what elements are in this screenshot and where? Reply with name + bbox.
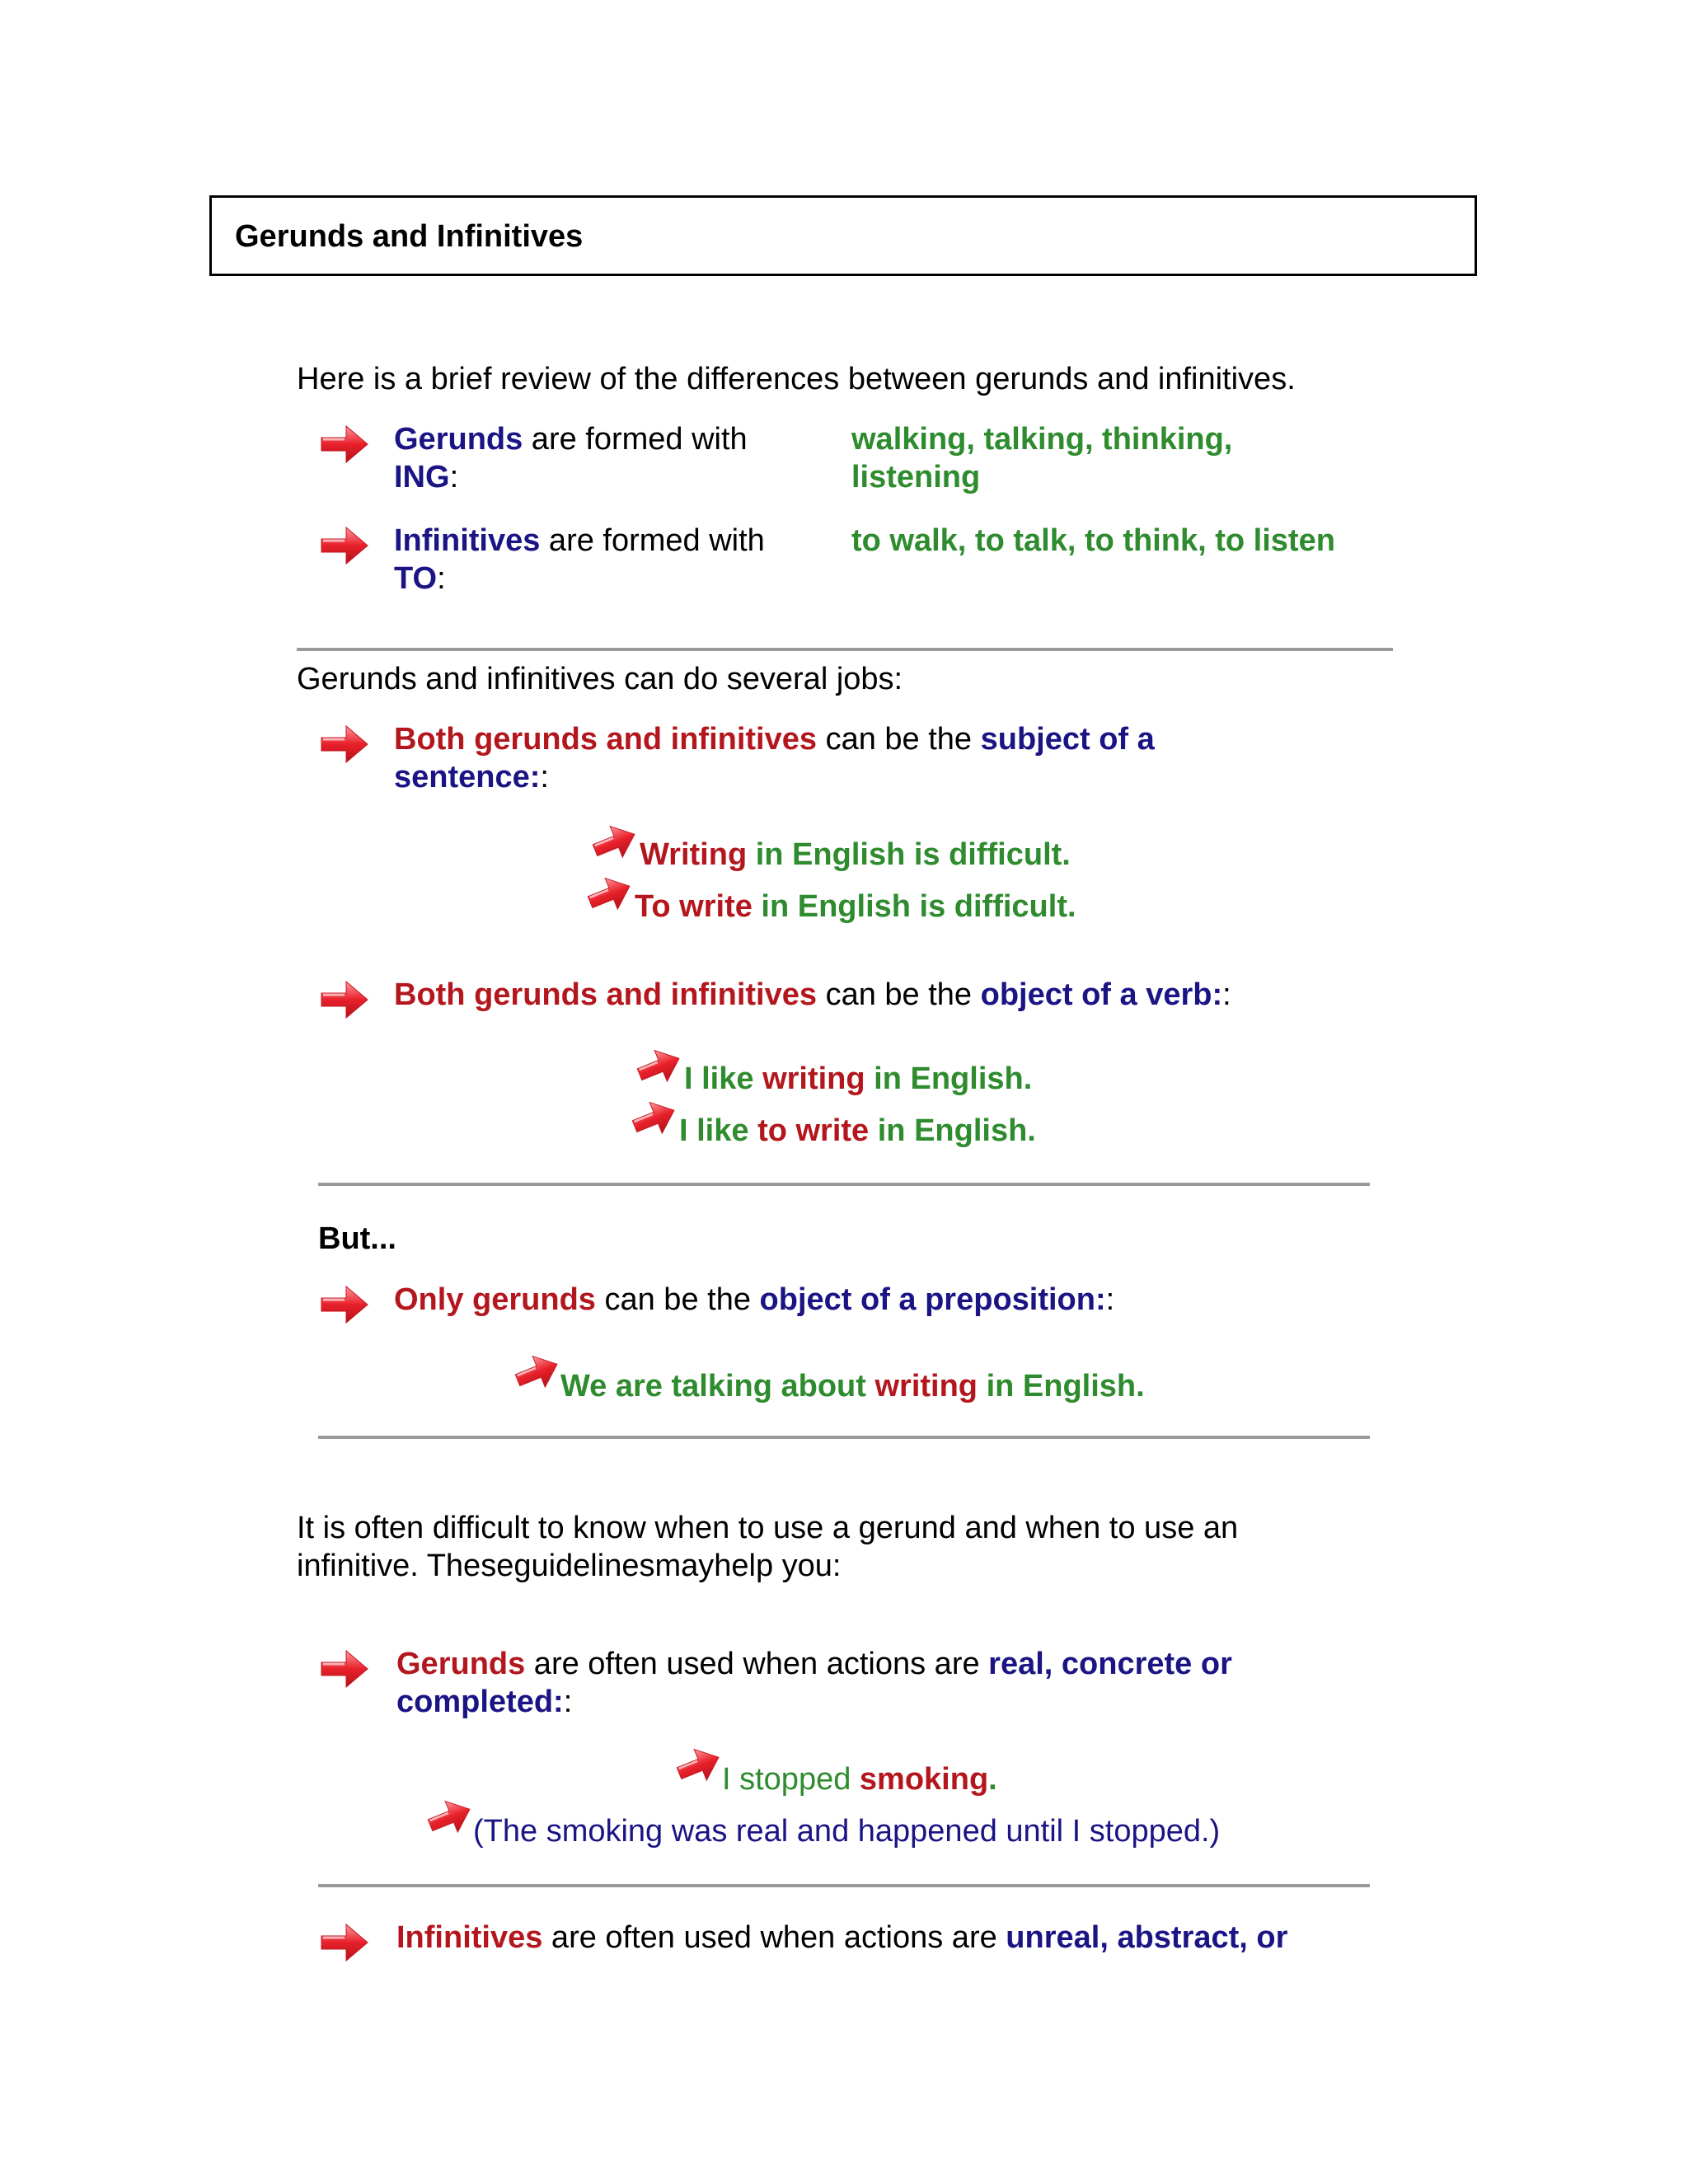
gerund-role-cont: completed:	[396, 1685, 564, 1719]
example-sentence	[722, 1760, 997, 1798]
red-arrow-icon	[421, 1790, 479, 1844]
colon: :	[449, 460, 459, 494]
object-role: object of a verb:	[980, 977, 1223, 1012]
example-note: (The smoking was real and happened until I stopped.)	[473, 1814, 1221, 1849]
red-arrow-icon	[320, 524, 369, 567]
rule-text: can be the	[817, 977, 981, 1012]
red-arrow-icon	[586, 815, 644, 869]
example-pre: I like	[679, 1113, 758, 1148]
jobs-heading: Gerunds and infinitives can do several jobs:	[297, 662, 903, 696]
rule-text: can be the	[595, 1282, 760, 1317]
example-pre: We are talking about	[560, 1369, 875, 1404]
object-rule	[394, 976, 1231, 1014]
colon: :	[1222, 977, 1231, 1012]
gerund-examples-2: listening	[851, 460, 981, 494]
example-pre: I stopped	[722, 1762, 860, 1797]
only-gerunds-label: Only gerunds	[394, 1282, 596, 1317]
example-sentence	[635, 888, 1076, 926]
example-period: .	[988, 1762, 997, 1797]
guidelines-text-1: It is often difficult to know when to use a gerund and when to use an	[297, 1511, 1239, 1545]
ing-marker: ING	[394, 460, 450, 494]
subject-rule-line1	[394, 720, 1155, 758]
divider	[318, 1884, 1370, 1887]
red-arrow-icon	[320, 423, 369, 466]
both-label: Both gerunds and infinitives	[394, 722, 818, 757]
example-rest: in English is difficult.	[747, 837, 1071, 872]
example-rest: in English is difficult.	[752, 889, 1076, 924]
subject-rule-line2	[394, 758, 549, 796]
red-arrow-icon	[631, 1039, 688, 1093]
guidelines-text-2: infinitive. Theseguidelinesmayhelp you:	[297, 1549, 842, 1583]
example-sentence	[684, 1060, 1032, 1098]
gerund-examples-1: walking, talking, thinking,	[851, 422, 1233, 457]
gerund-marker-line	[394, 458, 458, 496]
red-arrow-icon	[320, 1283, 369, 1326]
red-arrow-icon	[670, 1738, 728, 1792]
divider	[297, 648, 1393, 651]
example-rest: in English.	[978, 1369, 1145, 1404]
example-verb: Writing	[640, 837, 748, 872]
example-rest: in English.	[869, 1113, 1036, 1148]
preposition-rule	[394, 1281, 1114, 1319]
rule-text: can be the	[817, 722, 981, 757]
colon: :	[540, 760, 549, 794]
red-arrow-icon	[320, 1647, 369, 1690]
example-sentence	[560, 1367, 1145, 1405]
gerund-term: Gerunds	[396, 1647, 526, 1681]
colon: :	[563, 1685, 573, 1719]
subject-role: subject of a	[980, 722, 1155, 757]
infinitive-examples: to walk, to talk, to think, to listen	[851, 523, 1335, 558]
colon: :	[437, 561, 446, 596]
example-pre: I like	[684, 1062, 763, 1096]
infinitive-term: Infinitives	[396, 1920, 543, 1955]
preposition-role: object of a preposition:	[759, 1282, 1106, 1317]
gerund-rule-line2	[396, 1683, 572, 1721]
to-marker: TO	[394, 561, 438, 596]
example-verb: To write	[635, 889, 753, 924]
infinitive-formation	[394, 522, 765, 560]
red-arrow-icon	[509, 1345, 566, 1399]
infinitive-rule-line1	[396, 1919, 1287, 1957]
divider	[318, 1436, 1370, 1439]
intro-text: Here is a brief review of the differences between gerunds and infinitives.	[297, 362, 1296, 396]
example-sentence	[640, 836, 1071, 874]
rule-text: are often used when actions are	[542, 1920, 1006, 1955]
red-arrow-icon	[626, 1091, 683, 1145]
but-label: But...	[318, 1221, 396, 1256]
gerund-formation	[394, 420, 748, 458]
example-verb: writing	[762, 1062, 865, 1096]
page-title: Gerunds and Infinitives	[235, 219, 584, 254]
gerund-rule-line1	[396, 1645, 1232, 1683]
infinitive-marker-line	[394, 560, 446, 598]
divider	[318, 1183, 1370, 1186]
example-sentence	[679, 1112, 1036, 1150]
subject-role-cont: sentence:	[394, 760, 541, 794]
formation-text: are formed with	[523, 422, 748, 457]
example-rest: in English.	[865, 1062, 1033, 1096]
red-arrow-icon	[320, 1921, 369, 1964]
infinitive-role: unreal, abstract, or	[1006, 1920, 1288, 1955]
formation-text: are formed with	[540, 523, 765, 558]
title-box	[209, 195, 1477, 276]
both-label: Both gerunds and infinitives	[394, 977, 818, 1012]
red-arrow-icon	[320, 723, 369, 766]
example-verb: writing	[874, 1369, 978, 1404]
red-arrow-icon	[320, 978, 369, 1021]
infinitive-term: Infinitives	[394, 523, 541, 558]
gerund-role: real, concrete or	[988, 1647, 1232, 1681]
gerund-term: Gerunds	[394, 422, 523, 457]
rule-text: are often used when actions are	[525, 1647, 989, 1681]
red-arrow-icon	[581, 867, 639, 921]
example-verb: to write	[757, 1113, 870, 1148]
example-verb: smoking	[859, 1762, 989, 1797]
colon: :	[1105, 1282, 1115, 1317]
